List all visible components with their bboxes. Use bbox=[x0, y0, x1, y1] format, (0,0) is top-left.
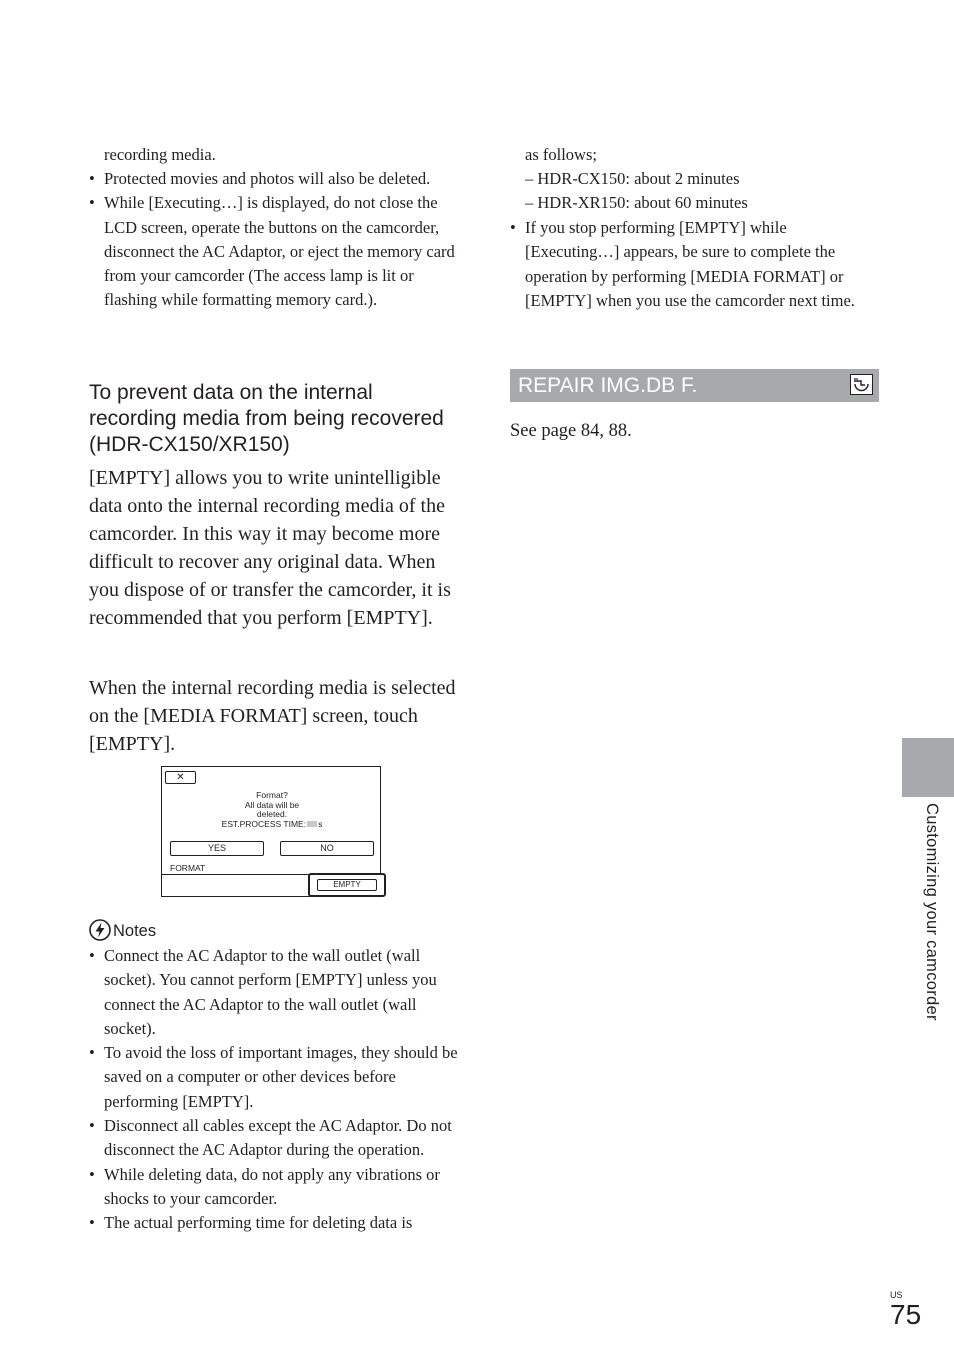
heading-line: (HDR-CX150/XR150) bbox=[89, 433, 290, 456]
lcd-line bbox=[202, 820, 342, 830]
notes-label: Notes bbox=[113, 922, 157, 940]
right-bullet-list bbox=[510, 216, 880, 313]
lcd-line: All data will be bbox=[244, 799, 300, 810]
dash-list bbox=[525, 167, 885, 216]
see-page-reference: See page 84, 88. bbox=[510, 421, 632, 441]
dash-item: – HDR-XR150: about 60 minutes bbox=[525, 193, 748, 213]
heading-line: To prevent data on the internal bbox=[89, 381, 373, 404]
list-item: • While [Executing…] is displayed, do not close the LCD screen, operate the buttons on the camcorder, disconnect the AC Adaptor, or eject the memory card from your camcorder (The access lamp is lit or flashing while formatting memory card.). bbox=[89, 193, 455, 310]
time-placeholder-icon bbox=[307, 821, 317, 827]
list-item: • If you stop performing [EMPTY] while [Executing…] appears, be sure to complete the operation by performing [MEDIA FORMAT] or [EMPTY] when you use the camcorder next time. bbox=[510, 218, 855, 310]
list-item: • The actual performing time for deleting data is bbox=[89, 1213, 413, 1233]
lcd-est-time-label: EST.PROCESS TIME: bbox=[221, 818, 307, 829]
list-item: • While deleting data, do not apply any vibrations or shocks to your camcorder. bbox=[89, 1164, 440, 1208]
notes-heading bbox=[89, 919, 156, 943]
paragraph-empty-description: [EMPTY] allows you to write unintelligible data onto the internal recording media of the camcorder. In this way it may become more difficult to recover any original data. When you dispose of or transfer the camcorder, it is recommended that you perform [EMPTY]. bbox=[89, 467, 451, 629]
list-item: • Protected movies and photos will also be deleted. bbox=[89, 169, 431, 188]
no-button[interactable]: NO bbox=[280, 841, 374, 856]
format-label: FORMAT bbox=[170, 863, 206, 873]
bullet-text: Protected movies and photos will also be deleted. bbox=[104, 169, 431, 188]
region-label: US bbox=[890, 1290, 903, 1300]
list-item: • Disconnect all cables except the AC Adaptor. Do not disconnect the AC Adaptor during the operation. bbox=[89, 1116, 452, 1160]
right-continuation: as follows; bbox=[525, 145, 597, 164]
lcd-message bbox=[202, 791, 342, 829]
note-text: While deleting data, do not apply any vibrations or shocks to your camcorder. bbox=[104, 1164, 440, 1208]
chapter-tab bbox=[902, 738, 954, 797]
note-text: Connect the AC Adaptor to the wall outlet (wall socket). You cannot perform [EMPTY] unless you connect the AC Adaptor to the wall outlet (wall socket). bbox=[104, 946, 437, 1038]
lcd-line: Format? bbox=[256, 790, 288, 800]
page-number bbox=[890, 1291, 921, 1330]
note-text: Disconnect all cables except the AC Adaptor. Do not disconnect the AC Adaptor during the operation. bbox=[104, 1116, 452, 1160]
lcd-est-time-suffix: s bbox=[318, 818, 323, 829]
note-text: To avoid the loss of important images, they should be saved on a computer or other devices before performing [EMPTY]. bbox=[104, 1043, 458, 1111]
section-title-bar bbox=[510, 369, 879, 402]
page-number-value: 75 bbox=[890, 1299, 922, 1330]
close-button[interactable]: ✕ bbox=[165, 771, 196, 784]
heading-line: recording media from being recovered bbox=[89, 407, 444, 430]
top-bullet-list bbox=[89, 167, 461, 313]
list-item: • Connect the AC Adaptor to the wall outlet (wall socket). You cannot perform [EMPTY] unless you connect the AC Adaptor to the wall outlet (wall socket). bbox=[89, 946, 437, 1038]
lcd-line: deleted. bbox=[256, 809, 288, 819]
paragraph-instructions: When the internal recording media is selected on the [MEDIA FORMAT] screen, touch [EMPTY]. bbox=[89, 677, 456, 755]
section-heading bbox=[89, 380, 469, 458]
list-item: • To avoid the loss of important images, they should be saved on a computer or other devices before performing [EMPTY]. bbox=[89, 1043, 458, 1111]
notes-list bbox=[89, 944, 461, 1236]
dash-item: – HDR-CX150: about 2 minutes bbox=[525, 169, 740, 188]
section-title: REPAIR IMG.DB F. bbox=[518, 374, 698, 397]
bullet-text: While [Executing…] is displayed, do not close the LCD screen, operate the buttons on the camcorder, disconnect the AC Adaptor, or eject the memory card from your camcorder (The access lamp is lit or flashing while formatting memory card.). bbox=[104, 193, 455, 310]
note-text: The actual performing time for deleting data is bbox=[104, 1213, 413, 1233]
empty-button-highlight bbox=[308, 873, 386, 897]
top-continuation: recording media. bbox=[104, 145, 216, 164]
notes-warning-icon bbox=[89, 919, 111, 941]
touch-menu-icon bbox=[850, 374, 873, 395]
bullet-text: If you stop performing [EMPTY] while [Executing…] appears, be sure to complete the operation by performing [MEDIA FORMAT] or [EMPTY] when you use the camcorder next time. bbox=[525, 218, 855, 310]
chapter-label: Customizing your camcorder bbox=[923, 803, 941, 1021]
lcd-screen-illustration bbox=[161, 766, 381, 897]
yes-button[interactable]: YES bbox=[170, 841, 264, 856]
empty-button[interactable]: EMPTY bbox=[317, 879, 377, 891]
